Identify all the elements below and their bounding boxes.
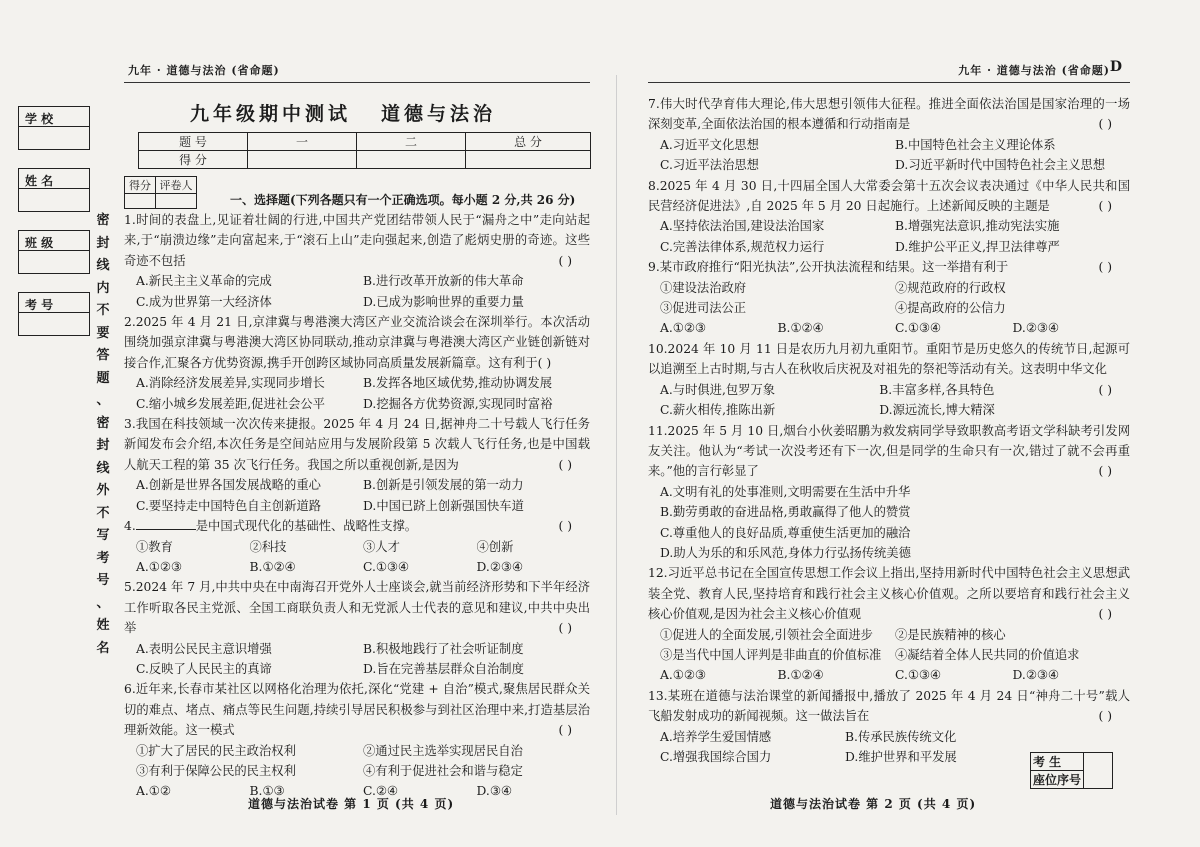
option-a[interactable]: A.①②③ <box>660 668 706 683</box>
question-9 <box>648 257 1130 339</box>
right-header-rule <box>648 82 1130 83</box>
question-2 <box>124 312 590 414</box>
option-a[interactable]: A.习近平文化思想 <box>660 137 759 152</box>
seal-char: 线 <box>96 258 110 273</box>
exam-number-label: 考 号 <box>19 296 89 313</box>
option-b[interactable]: B.中国特色社会主义理论体系 <box>895 137 1056 152</box>
option-a[interactable]: A.新民主主义革命的完成 <box>136 274 272 289</box>
option-b[interactable]: B.①②④ <box>777 668 824 683</box>
option-d[interactable]: D.旨在完善基层群众自治制度 <box>363 661 524 676</box>
option-c[interactable]: C.①③④ <box>363 559 409 574</box>
score-cell[interactable] <box>248 151 357 169</box>
name-field[interactable] <box>18 168 90 212</box>
option-b[interactable]: B.①②④ <box>777 321 824 336</box>
question-6 <box>124 679 590 801</box>
question-10 <box>648 339 1130 421</box>
right-page-footer: 道德与法治试卷 第 2 页 (共 4 页) <box>770 797 977 811</box>
answer-slot[interactable]: ( ) <box>558 457 572 472</box>
answer-slot[interactable]: ( ) <box>558 253 572 268</box>
answer-slot[interactable]: ( ) <box>1098 464 1112 479</box>
grader-name-cell[interactable] <box>156 194 197 209</box>
option-d[interactable]: D.助人为乐的和乐风范,身体力行弘扬传统美德 <box>660 545 911 560</box>
option-a[interactable]: A.①② <box>136 784 171 799</box>
seal-char: 内 <box>96 280 110 296</box>
exam-subject: 道德与法治 <box>381 103 497 125</box>
option-c[interactable]: C.尊重他人的良好品质,尊重使生活更加的融洽 <box>660 525 911 540</box>
option-b[interactable]: B.积极地践行了社会听证制度 <box>363 641 524 656</box>
option-d[interactable]: D.维护世界和平发展 <box>845 750 957 764</box>
answer-slot[interactable]: ( ) <box>1098 709 1112 724</box>
seal-char: 、 <box>96 393 110 408</box>
version-letter: D <box>1109 59 1122 75</box>
question-1 <box>124 210 590 312</box>
seal-char: 密 <box>96 213 110 228</box>
option-a[interactable]: A.创新是世界各国发展战略的重心 <box>136 478 321 493</box>
item-1: ①促进人的全面发展,引领社会全面进步 <box>660 627 873 642</box>
answer-slot[interactable]: ( ) <box>1098 382 1112 397</box>
seat-number-box <box>1030 752 1113 789</box>
option-c[interactable]: C.缩小城乡发展差距,促进社会公平 <box>136 396 325 411</box>
option-b[interactable]: B.创新是引领发展的第一动力 <box>363 478 524 493</box>
left-header-rule <box>124 82 590 83</box>
option-d[interactable]: D.②③④ <box>1012 668 1059 683</box>
option-a[interactable]: A.培养学生爱国情感 <box>660 729 772 744</box>
class-field[interactable] <box>18 230 90 274</box>
item-3: ③是当代中国人评判是非曲直的价值标准 <box>660 647 882 662</box>
option-c[interactable]: C.习近平法治思想 <box>660 158 759 173</box>
item-4: ④提高政府的公信力 <box>895 301 1006 316</box>
seal-char: 、 <box>96 595 110 611</box>
seat-number-cell[interactable] <box>1084 753 1113 789</box>
question-number: 4. <box>124 519 136 534</box>
question-8 <box>648 176 1130 258</box>
seal-char: 姓 <box>96 618 110 633</box>
question-3 <box>124 414 590 516</box>
score-row-label: 得 分 <box>139 151 248 169</box>
fill-blank[interactable] <box>136 517 196 530</box>
question-stem: 6.近年来,长春市某社区以网格化治理为依托,深化“党建 + 自治”模式,聚焦居民群众关切的难点、堵点、痛点等民生问题,持续引导居民积极参与到社区治理中来,打造基层治理新效能。这一模式 <box>124 682 590 738</box>
option-a[interactable]: A.坚持依法治国,建设法治国家 <box>660 219 825 234</box>
question-stem: 9.某市政府推行“阳光执法”,公开执法流程和结果。这一举措有利于 <box>648 260 1009 275</box>
option-c[interactable]: C.完善法律体系,规范权力运行 <box>660 239 825 254</box>
seal-char: 号 <box>96 573 110 588</box>
option-d[interactable]: D.中国已跻上创新强国快车道 <box>363 498 524 513</box>
option-b[interactable]: B.传承民族传统文化 <box>845 729 957 744</box>
question-stem: 7.伟大时代孕育伟大理论,伟大思想引领伟大征程。推进全面依法治国是国家治理的一场深刻变革,全面依法治国的根本遵循和行动指南是 <box>648 97 1130 132</box>
item-2: ②科技 <box>249 539 287 554</box>
seal-char: 不 <box>96 505 110 521</box>
school-field[interactable] <box>18 106 90 150</box>
seal-char: 名 <box>96 640 110 656</box>
left-questions <box>124 210 590 802</box>
option-d[interactable]: D.③④ <box>476 784 512 799</box>
question-stem: 1.时间的表盘上,见证着壮阔的行进,中国共产党团结带领人民于“漏舟之中”走向站起来,于“崩溃边缘”走向富起来,于“滚石上山”走向强起来,创造了彪炳史册的奇迹。这些奇迹不包括 <box>124 213 590 268</box>
seal-char: 线 <box>96 460 110 476</box>
item-1: ①教育 <box>136 539 173 554</box>
grader-score-cell[interactable] <box>125 194 156 209</box>
item-1: ①扩大了居民的民主政治权利 <box>136 743 296 758</box>
option-b[interactable]: B.进行改革开放新的伟大革命 <box>363 274 524 289</box>
answer-slot[interactable]: ( ) <box>537 355 552 370</box>
answer-slot[interactable]: ( ) <box>558 519 572 534</box>
grader-name-label: 评卷人 <box>156 177 197 194</box>
section-title: 一、选择题(下列各题只有一个正确选项。每小题 2 分,共 26 分) <box>230 193 576 207</box>
question-stem: 3.我国在科技领域一次次传来捷报。2025 年 4 月 24 日,据神舟二十号载人飞行任务新闻发布会介绍,本次任务是空间站应用与发展阶段第 5 次载人飞行任务,也是中国载人航天工程的第 35 次飞行任务。我国之所以重视创新,是因为 <box>124 417 590 472</box>
seal-char: 考 <box>96 550 110 566</box>
seal-char: 封 <box>96 235 110 251</box>
option-b[interactable]: B.①②④ <box>249 559 296 574</box>
option-a[interactable]: A.①②③ <box>136 559 182 574</box>
seat-label-1: 考 生 <box>1031 753 1084 771</box>
option-d[interactable]: D.习近平新时代中国特色社会主义思想 <box>895 158 1106 173</box>
option-a[interactable]: A.与时俱进,包罗万象 <box>660 382 776 397</box>
left-page-header: 九年 · 道德与法治 (省命题) <box>128 64 280 77</box>
question-stem: 2.2025 年 4 月 21 日,京津冀与粤港澳大湾区产业交流洽谈会在深圳举行。本次活动围绕加强京津冀与粤港澳大湾区协同联动,推动京津冀与粤港澳大湾区产业链创新链对接合作,汇聚各方优势资源,携手开创跨区域协同高质量发展新篇章。这有利于 <box>124 315 590 370</box>
question-7 <box>648 94 1130 176</box>
seal-char: 封 <box>96 438 110 453</box>
name-label: 姓 名 <box>19 172 89 189</box>
seat-label-2: 座位序号 <box>1031 771 1084 789</box>
option-c[interactable]: C.增强我国综合国力 <box>660 750 772 764</box>
option-a[interactable]: A.消除经济发展差异,实现同步增长 <box>136 376 325 391</box>
school-label: 学 校 <box>19 110 89 127</box>
option-c[interactable]: C.①③④ <box>895 321 941 336</box>
option-a[interactable]: A.①②③ <box>660 321 706 336</box>
question-5 <box>124 577 590 679</box>
item-4: ④凝结着全体人民共同的价值追求 <box>895 647 1080 662</box>
answer-slot[interactable]: ( ) <box>1098 199 1112 214</box>
item-2: ②是民族精神的核心 <box>895 627 1006 642</box>
item-3: ③人才 <box>363 539 400 554</box>
question-stem: 11.2025 年 5 月 10 日,烟台小伙姜昭鹏为救发病同学导致职教高考语文学科缺考引发网友关注。他认为“考试一次没考还有下一次,但是同学的生命只有一次,错过了就不会再重来。”他的言行彰显了 <box>648 423 1130 479</box>
left-page-footer: 道德与法治试卷 第 1 页 (共 4 页) <box>248 797 455 811</box>
seal-char: 外 <box>96 483 110 498</box>
seal-line-text <box>96 210 110 660</box>
item-1: ①建设法治政府 <box>660 280 747 295</box>
option-a[interactable]: A.文明有礼的处事准则,文明需要在生活中升华 <box>660 484 911 499</box>
question-stem: 是中国式现代化的基础性、战略性支撑。 <box>195 519 418 534</box>
option-c[interactable]: C.成为世界第一大经济体 <box>136 294 272 309</box>
seal-char: 写 <box>96 528 110 543</box>
seal-char: 答 <box>96 348 110 363</box>
grader-score-label: 得分 <box>125 177 156 194</box>
option-b[interactable]: B.勤劳勇敢的奋进品格,勇敢赢得了他人的赞赏 <box>660 505 911 520</box>
question-11 <box>648 421 1130 564</box>
question-stem: 10.2024 年 10 月 11 日是农历九月初九重阳节。重阳节是历史悠久的传统节日,起源可以追溯至上古时期,与古人在秋收后庆祝及对祖先的祭祀等活动有关。这表明中华文化 <box>648 341 1130 377</box>
option-d[interactable]: D.挖掘各方优势资源,实现同时富裕 <box>363 396 553 411</box>
item-3: ③促进司法公正 <box>660 301 747 316</box>
option-b[interactable]: B.增强宪法意识,推动宪法实施 <box>895 219 1060 234</box>
seal-char: 题 <box>96 370 110 386</box>
question-stem: 5.2024 年 7 月,中共中央在中南海召开党外人士座谈会,就当前经济形势和下半年经济工作听取各民主党派、全国工商联负责人和无党派人士代表的意见和建议,中共中央出举 <box>124 580 590 636</box>
question-stem: 12.习近平总书记在全国宣传思想工作会议上指出,坚持用新时代中国特色社会主义思想武装全党、教育人民,坚持培育和践行社会主义核心价值观。之所以要培育和践行社会主义核心价值观,是因为社会主义核心价值观 <box>648 566 1130 622</box>
item-4: ④有利于促进社会和谐与稳定 <box>363 763 523 778</box>
item-4: ④创新 <box>476 539 514 554</box>
score-header-cell: 一 <box>248 133 357 151</box>
question-4 <box>124 516 590 577</box>
option-d[interactable]: D.已成为影响世界的重要力量 <box>363 294 524 309</box>
option-b[interactable]: B.丰富多样,各具特色 <box>879 382 995 397</box>
answer-slot[interactable]: ( ) <box>1098 607 1112 622</box>
option-d[interactable]: D.②③④ <box>1012 321 1059 336</box>
score-header-cell: 总 分 <box>466 133 591 151</box>
option-c[interactable]: C.要坚持走中国特色自主创新道路 <box>136 498 322 513</box>
seal-char: 密 <box>96 415 110 431</box>
option-a[interactable]: A.表明公民民主意识增强 <box>136 641 272 656</box>
item-2: ②通过民主选举实现居民自治 <box>363 743 523 758</box>
right-page-header: 九年 · 道德与法治 (省命题) <box>958 64 1110 77</box>
option-c[interactable]: C.反映了人民民主的真谛 <box>136 661 272 676</box>
right-questions <box>648 94 1130 767</box>
answer-slot[interactable]: ( ) <box>1098 117 1112 132</box>
class-label: 班 级 <box>19 234 89 251</box>
score-header-cell: 题 号 <box>139 133 248 151</box>
seal-char: 要 <box>96 325 110 341</box>
option-b[interactable]: B.①③ <box>249 784 285 799</box>
score-cell[interactable] <box>357 151 466 169</box>
option-d[interactable]: D.维护公平正义,捍卫法律尊严 <box>895 239 1060 254</box>
item-2: ②规范政府的行政权 <box>895 280 1006 295</box>
question-stem: 8.2025 年 4 月 30 日,十四届全国人大常委会第十五次会议表决通过《中华人民共和国民营经济促进法》,自 2025 年 5 月 20 日起施行。上述新闻反映的主题是 <box>648 178 1130 214</box>
answer-slot[interactable]: ( ) <box>1098 260 1112 275</box>
question-stem: 13.某班在道德与法治课堂的新闻播报中,播放了 2025 年 4 月 24 日“神舟二十号”载人飞船发射成功的新闻视频。这一做法旨在 <box>648 688 1130 724</box>
option-d[interactable]: D.源远流长,博大精深 <box>879 403 995 418</box>
score-header-cell: 二 <box>357 133 466 151</box>
seal-char: 不 <box>96 303 110 318</box>
option-c[interactable]: C.②④ <box>363 784 398 799</box>
exam-number-field[interactable] <box>18 292 90 336</box>
answer-slot[interactable]: ( ) <box>558 621 572 636</box>
option-b[interactable]: B.发挥各地区域优势,推动协调发展 <box>363 376 553 391</box>
option-c[interactable]: C.薪火相传,推陈出新 <box>660 403 776 418</box>
item-3: ③有利于保障公民的民主权利 <box>136 763 296 778</box>
question-12 <box>648 563 1130 685</box>
option-c[interactable]: C.①③④ <box>895 668 941 683</box>
page-divider <box>616 75 617 815</box>
exam-title: 九年级期中测试 道德与法治 <box>190 103 497 125</box>
score-table <box>138 132 591 169</box>
answer-slot[interactable]: ( ) <box>558 723 572 738</box>
option-d[interactable]: D.②③④ <box>476 559 523 574</box>
grader-box <box>124 176 197 209</box>
score-cell[interactable] <box>466 151 591 169</box>
